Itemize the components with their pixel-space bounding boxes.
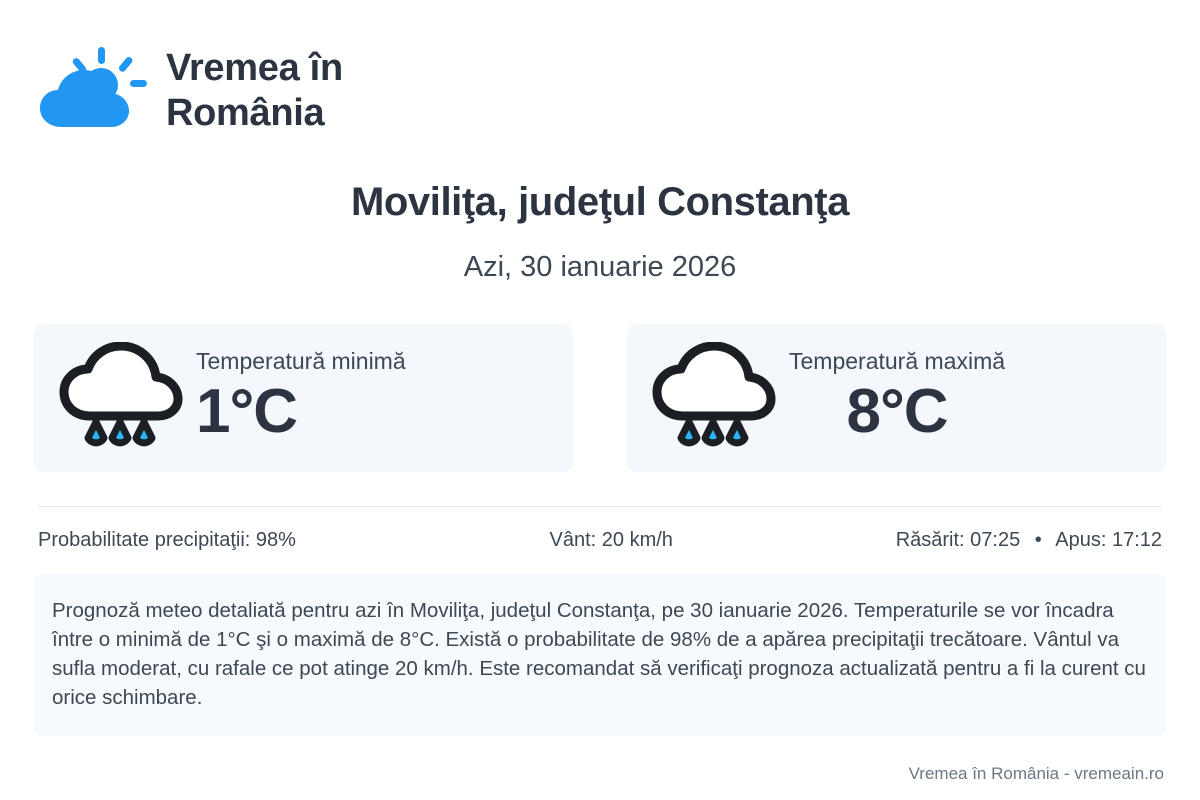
sunset-time: Apus: 17:12: [1055, 528, 1162, 551]
forecast-description: Prognoză meteo detaliată pentru azi în Moviliţa, judeţul Constanţa, pe 30 ianuarie 2026. Temperaturile se vor încadra între o minimă de 1°C şi o maximă de 8°C. Există o probabilitate de 98% de a apărea precipitaţii trecătoare. Vântul va sufla moderat, cu rafale ce pot atinge 20 km/h. Este recomandat să verificaţi prognoza actualizată pentru a fi la curent cu orice schimbare.: [34, 574, 1166, 736]
cloud-with-rain-icon: [54, 342, 186, 454]
brand-title-line2: România: [166, 91, 325, 134]
sun-behind-cloud-icon: [38, 47, 148, 135]
max-temperature-value: 8°C: [846, 377, 948, 447]
min-temperature-card: [34, 324, 573, 472]
sun-times: [757, 529, 1162, 552]
precipitation-probability: Probabilitate precipitaţii: 98%: [38, 528, 296, 551]
forecast-date: Azi, 30 ianuarie 2026: [463, 250, 737, 283]
page-title: Moviliţa, judeţul Constanţa: [350, 179, 850, 224]
temperature-cards: [0, 324, 1200, 472]
max-temperature-card: [627, 324, 1166, 472]
sunrise-time: Răsărit: 07:25: [895, 528, 1021, 551]
max-temperature-label: Temperatură maximă: [789, 348, 1006, 375]
wind-speed: Vânt: 20 km/h: [549, 528, 673, 551]
min-temperature-label: Temperatură minimă: [196, 348, 406, 375]
brand-header: [0, 0, 1200, 136]
cloud-with-rain-icon: [647, 342, 779, 454]
sun-times-separator: •: [1034, 528, 1042, 551]
brand-title-line1: Vremea în: [166, 47, 343, 89]
weather-meta-row: [38, 506, 1162, 552]
min-temperature-value: 1°C: [196, 377, 298, 447]
footer-credit: Vremea în România - vremeain.ro: [908, 764, 1164, 783]
brand-title: [166, 46, 343, 136]
